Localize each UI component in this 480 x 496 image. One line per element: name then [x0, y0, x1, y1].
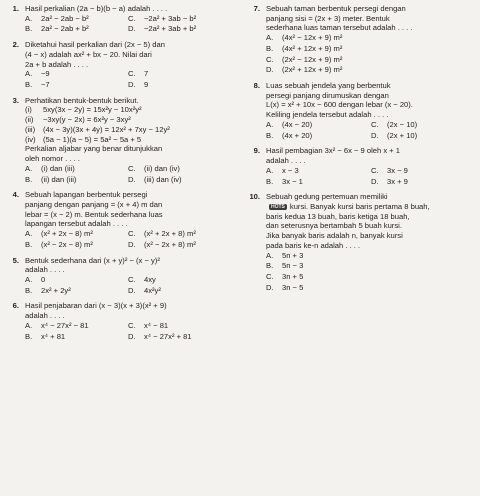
left-column — [3, 4, 231, 347]
statement-label: (i) — [25, 105, 32, 115]
question-line: Keliling jendela tersebut adalah . . . . — [266, 110, 389, 120]
option-letter: C. — [128, 229, 136, 239]
question-line: dan seterusnya bertambah 5 buah kursi. — [266, 221, 402, 231]
question-text — [266, 146, 476, 165]
statement-item — [25, 135, 231, 145]
option-letter: C. — [266, 54, 274, 64]
option-text: 3x − 1 — [282, 176, 303, 186]
option-text: x⁴ + 81 — [41, 331, 66, 341]
question-line: Sebuah gedung pertemuan memiliki — [266, 192, 388, 202]
question-7 — [244, 4, 476, 75]
option-text: 0 — [41, 274, 46, 284]
question-line: adalah . . . . — [266, 156, 306, 166]
question-number: 4. — [12, 190, 19, 200]
option-letter: D. — [371, 176, 379, 186]
question-number: 5. — [12, 255, 19, 265]
option-letter: D. — [128, 174, 136, 184]
answer-options — [25, 14, 231, 34]
option-letter: D. — [128, 285, 136, 295]
option-letter: B. — [25, 24, 33, 34]
option-text: 2a² − 2ab + b² — [41, 24, 89, 34]
option-letter: C. — [128, 274, 136, 284]
question-line: pada baris ke-n adalah . . . . — [266, 240, 361, 250]
question-number: 8. — [253, 81, 260, 91]
option-text: 3n + 5 — [282, 271, 304, 281]
option-text: (4x + 20) — [282, 130, 313, 140]
question-line: L(x) = x² + 10x − 600 dengan lebar (x − 20). — [266, 100, 413, 110]
option-text: (4x² + 12x + 9) m² — [282, 43, 343, 53]
option-letter: C. — [128, 163, 136, 173]
question-text — [25, 256, 231, 275]
question-number: 2. — [12, 40, 19, 50]
question-line: Hasil penjabaran dari (x − 3)(x + 3)(x² + 9) — [25, 301, 167, 311]
question-text — [25, 301, 231, 320]
statement-text: (4x − 3y)(3x + 4y) = 12x² + 7xy − 12y² — [43, 124, 170, 134]
statement-item — [25, 125, 231, 135]
option-letter: B. — [266, 176, 274, 186]
option-text: −9 — [41, 69, 50, 79]
statement-item — [25, 105, 231, 115]
option-text: (2x − 10) — [387, 119, 418, 129]
question-6 — [3, 301, 231, 341]
option-letter: A. — [25, 229, 33, 239]
option-letter: D. — [128, 24, 136, 34]
question-line: Jika banyak baris adalah n, banyak kursi — [266, 231, 403, 241]
option-text: x⁴ − 81 — [144, 320, 169, 330]
option-text: 5n + 3 — [282, 250, 304, 260]
question-5 — [3, 256, 231, 296]
option-text: 3x − 9 — [387, 165, 408, 175]
option-text: 3n − 5 — [282, 282, 304, 292]
option-text: (ii) dan (iv) — [144, 163, 180, 173]
option-text: (x² − 2x − 8) m² — [41, 239, 93, 249]
question-header — [244, 4, 476, 33]
option-text: 2a² − 2ab − b² — [41, 13, 89, 23]
option-letter: A. — [266, 165, 274, 175]
question-header — [3, 96, 231, 106]
option-text: 5n − 3 — [282, 261, 304, 271]
option-letter: A. — [25, 13, 33, 23]
option-text: 4xy — [144, 274, 156, 284]
question-8 — [244, 81, 476, 140]
question-line: Diketahui hasil perkalian dari (2x − 5) dan — [25, 40, 165, 50]
answer-options — [25, 69, 231, 89]
answer-options — [266, 251, 476, 293]
question-line: (4 − x) adalah ax² + bx − 20. Nilai dari — [25, 49, 152, 59]
option-text: x⁴ − 27x² − 81 — [41, 320, 89, 330]
right-column — [244, 4, 476, 298]
option-text: (4x² − 12x + 9) m² — [282, 33, 343, 43]
question-3 — [3, 96, 231, 184]
question-line: lebar = (x − 2) m. Bentuk sederhana luas — [25, 209, 163, 219]
option-letter: A. — [25, 320, 33, 330]
answer-options — [25, 164, 231, 184]
option-text: 2x² + 2y² — [41, 285, 71, 295]
option-text: (4x − 20) — [282, 119, 313, 129]
statement-label: (iii) — [25, 124, 36, 134]
question-line: Hasil pembagian 3x² − 6x − 9 oleh x + 1 — [266, 146, 401, 156]
question-header — [244, 192, 476, 250]
question-line: adalah . . . . — [25, 265, 65, 275]
question-line: Hasil perkalian (2a − b)(b − a) adalah . . . . — [25, 4, 168, 13]
question-line: persegi panjang dirumuskan dengan — [266, 90, 389, 100]
option-letter: D. — [128, 80, 136, 90]
option-text: −7 — [41, 80, 50, 90]
answer-options — [266, 120, 476, 140]
question-header — [244, 81, 476, 120]
question-2 — [3, 40, 231, 90]
question-header — [3, 4, 231, 14]
option-letter: D. — [371, 130, 379, 140]
question-text — [25, 190, 231, 229]
option-letter: A. — [266, 119, 274, 129]
statement-label: (iv) — [25, 134, 36, 144]
hots-badge: HOTS — [271, 203, 285, 210]
option-text: x⁴ − 27x² + 81 — [144, 331, 192, 341]
question-number: 1. — [12, 4, 19, 13]
option-letter: C. — [371, 165, 379, 175]
answer-options — [25, 275, 231, 295]
option-letter: B. — [25, 80, 33, 90]
question-text — [266, 4, 476, 33]
option-letter: D. — [266, 282, 274, 292]
option-letter: C. — [128, 69, 136, 79]
option-text: 7 — [144, 69, 149, 79]
statement-item — [25, 115, 231, 125]
question-line: Sebuah lapangan berbentuk persegi — [25, 190, 148, 200]
question-header — [3, 40, 231, 69]
question-line: Luas sebuah jendela yang berbentuk — [266, 81, 391, 91]
option-letter: B. — [25, 285, 33, 295]
option-text: x − 3 — [282, 165, 299, 175]
option-text: 3x + 9 — [387, 176, 408, 186]
option-letter: B. — [25, 331, 33, 341]
statement-text: −3xy(y − 2x) = 6x²y − 3xy² — [43, 115, 131, 125]
option-text: (iii) dan (iv) — [144, 174, 182, 184]
answer-options — [25, 229, 231, 249]
option-letter: B. — [25, 239, 33, 249]
option-text: −2a² + 3ab − b² — [144, 13, 197, 23]
option-text: (x² + 2x − 8) m² — [41, 229, 93, 239]
option-letter: A. — [266, 33, 274, 43]
option-letter: D. — [128, 331, 136, 341]
question-header — [3, 256, 231, 275]
question-line: lapangan tersebut adalah . . . . — [25, 219, 128, 229]
question-4 — [3, 190, 231, 249]
option-letter: A. — [266, 250, 274, 260]
question-line: sederhana luas taman tersebut adalah . . . . — [266, 23, 413, 33]
question-number: 9. — [253, 146, 260, 156]
question-10 — [244, 192, 476, 292]
question-header — [244, 146, 476, 165]
question-line: Perhatikan bentuk-bentuk berikut. — [25, 95, 139, 105]
option-letter: B. — [266, 130, 274, 140]
question-1 — [3, 4, 231, 34]
option-letter: A. — [25, 163, 33, 173]
option-letter: C. — [128, 13, 136, 23]
option-text: −2a² + 3ab + b² — [144, 24, 197, 34]
question-text — [25, 40, 231, 69]
option-text: (2x + 10) — [387, 130, 418, 140]
statement-text: 5xy(3x − 2y) = 15x²y − 10x²y² — [43, 105, 142, 115]
question-line-text: kursi. Banyak kursi baris pertama 8 buah, — [289, 201, 430, 211]
option-text: (ii) dan (iii) — [41, 174, 77, 184]
question-number: 3. — [12, 95, 19, 105]
option-letter: D. — [266, 65, 274, 75]
question-line: adalah . . . . — [25, 311, 65, 321]
question-text — [25, 4, 231, 14]
question-text — [266, 81, 476, 120]
question-line: oleh nomor . . . . — [25, 154, 80, 164]
option-text: (x² + 2x + 8) m² — [144, 229, 196, 239]
option-letter: A. — [25, 274, 33, 284]
statement-text: (5a − 1)(a − 5) = 5a² − 5a + 5 — [43, 134, 142, 144]
question-number: 10. — [249, 192, 260, 202]
question-line: Perkalian aljabar yang benar ditunjukkan — [25, 144, 163, 154]
question-line: 2a + b adalah . . . . — [25, 59, 89, 69]
option-letter: D. — [128, 239, 136, 249]
option-text: (x² − 2x + 8) m² — [144, 239, 196, 249]
option-text: (2x² + 12x + 9) m² — [282, 65, 343, 75]
option-text: (i) dan (iii) — [41, 163, 75, 173]
question-text — [266, 192, 476, 250]
option-letter: C. — [371, 119, 379, 129]
statement-label: (ii) — [25, 115, 34, 125]
question-number: 6. — [12, 301, 19, 311]
question-header — [3, 301, 231, 320]
option-letter: C. — [266, 271, 274, 281]
question-line: panjang sisi = (2x + 3) meter. Bentuk — [266, 13, 390, 23]
question-line: baris kedua 13 buah, baris ketiga 18 buah, — [266, 211, 410, 221]
option-letter: A. — [25, 69, 33, 79]
question-line: Bentuk sederhana dari (x + y)² − (x − y)² — [25, 255, 160, 265]
answer-options — [25, 321, 231, 341]
option-letter: C. — [128, 320, 136, 330]
option-text: 9 — [144, 80, 149, 90]
question-number: 7. — [253, 4, 260, 13]
option-text: 4x²y² — [144, 285, 161, 295]
option-letter: B. — [266, 261, 274, 271]
question-9 — [244, 146, 476, 186]
answer-options — [266, 166, 476, 186]
question-text — [25, 96, 231, 106]
option-letter: B. — [266, 43, 274, 53]
question-line — [266, 202, 476, 212]
question-line: Sebuah taman berbentuk persegi dengan — [266, 4, 406, 13]
answer-options — [266, 33, 476, 75]
option-letter: B. — [25, 174, 33, 184]
question-header — [3, 190, 231, 229]
question-line: panjang dengan panjang = (x + 4) m dan — [25, 199, 163, 209]
option-text: (2x² − 12x + 9) m² — [282, 54, 343, 64]
